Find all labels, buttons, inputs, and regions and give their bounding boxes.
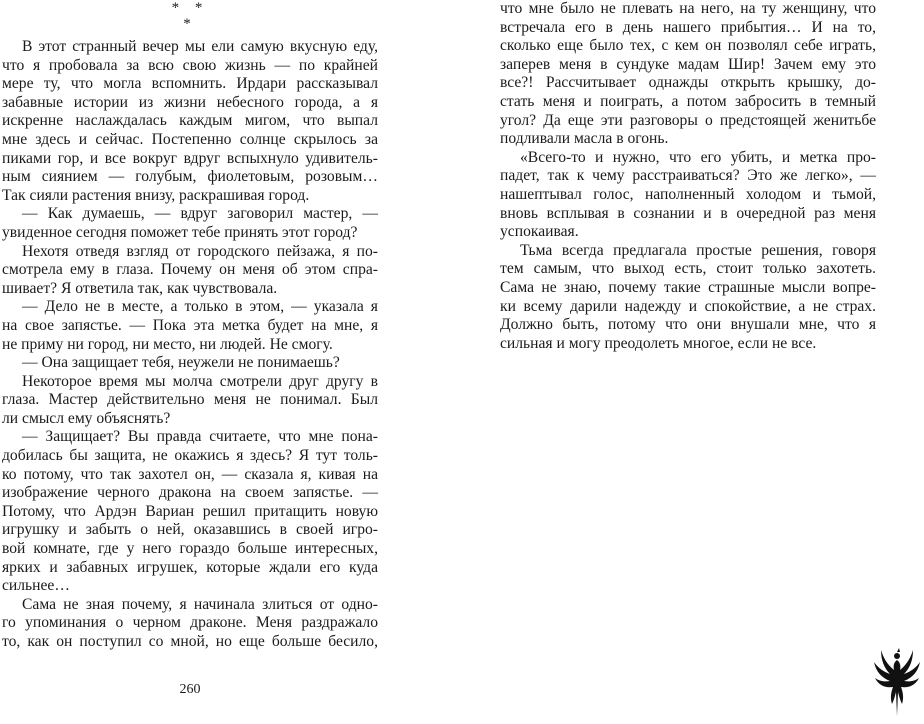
text-line: го упоминания о черном драконе. Меня раздражало bbox=[2, 614, 378, 632]
text-line: все?! Рассчитывает однажды открыть крышку, до- bbox=[500, 74, 876, 92]
text-line: на свое запястье. — Пока эта метка будет на мне, я bbox=[2, 316, 378, 334]
text-line: ки всему дарили надежду и спокойствие, а не страх. bbox=[500, 297, 876, 315]
text-line: Так сияли растения внизу, раскрашивая город. bbox=[2, 186, 310, 204]
text-line: стать меня и поиграть, а потом забросить в темный bbox=[500, 92, 876, 110]
text-line: Должно быть, потому что они внушали мне, что я bbox=[500, 316, 876, 334]
text-line: ко потому, что так захотел он, — сказала я, кивая на bbox=[2, 465, 378, 483]
text-line: — Как думаешь, — вдруг заговорил мастер, — bbox=[22, 205, 378, 223]
text-line: что мне было не плевать на него, на ту женщину, что bbox=[500, 0, 876, 17]
text-line: увиденное сегодня поможет тебе принять этот город? bbox=[2, 223, 358, 241]
text-line: — Она защищает тебя, неужели не понимаешь? bbox=[22, 354, 340, 372]
text-line: глаза. Мастер действительно меня не понимал. Был bbox=[2, 391, 378, 409]
text-line: ли смысл ему объяснять? bbox=[2, 409, 171, 427]
text-line: Нехотя отведя взгляд от городского пейзажа, я по- bbox=[22, 242, 378, 260]
section-separator: * * * bbox=[171, 0, 209, 32]
text-line: нашептывал голос, наполненный холодом и тьмой, bbox=[500, 185, 876, 203]
text-line: успокаивая. bbox=[500, 223, 579, 241]
left-page-text bbox=[2, 38, 378, 652]
text-line: то, как он поступил со мной, но еще больше бесило, bbox=[2, 633, 378, 650]
text-line: шивает? Я ответила так, как чувствовала. bbox=[2, 279, 278, 297]
text-line: — Защищает? Вы правда считаете, что мне пона- bbox=[22, 428, 378, 446]
text-line: сильнее… bbox=[2, 577, 70, 595]
text-line: вновь всплывая в сознании и в очередной раз меня bbox=[500, 204, 876, 222]
text-line: добилась бы защита, не окажись я здесь? Я тут толь- bbox=[2, 447, 378, 465]
text-line: мере ту, что могла вспомнить. Ирдари рассказывал bbox=[2, 75, 378, 93]
text-line: — Дело не в месте, а только в этом, — указала я bbox=[22, 298, 378, 316]
text-line: угол? Да еще эти разговоры о предстоящей женитьбе bbox=[500, 111, 876, 129]
text-line: «Всего-то и нужно, что его убить, и метка про- bbox=[520, 148, 876, 166]
text-line: ярких и забавных игрушек, которые ждали его куда bbox=[2, 558, 378, 576]
text-line: пиками гор, и все вокруг вдруг вспыхнуло удивитель- bbox=[2, 149, 378, 167]
text-line: В этот странный вечер мы ели самую вкусную еду, bbox=[22, 38, 378, 55]
text-line: забавные истории из жизни небесного города, а я bbox=[2, 93, 378, 111]
text-line: мне здесь и сейчас. Постепенно солнце скрылось за bbox=[2, 130, 378, 148]
text-line: смотрела ему в глаза. Почему он меня об этом спра- bbox=[2, 261, 378, 279]
text-line: Некоторое время мы молча смотрели друг другу в bbox=[22, 372, 378, 390]
text-line: изображение черного дракона на своем запястье. — bbox=[2, 484, 378, 502]
page-number: 260 bbox=[179, 682, 201, 697]
text-line: сколько еще было тех, с кем он позволял себе играть, bbox=[500, 37, 876, 55]
text-line: вой комнате, где у него гораздо больше интересных, bbox=[2, 540, 378, 558]
text-line: Тьма всегда предлагала простые решения, говоря bbox=[520, 241, 876, 259]
text-line: ным сиянием — голубым, фиолетовым, розовым… bbox=[2, 168, 378, 186]
text-line: искренне наслаждалась каждым мигом, что выпал bbox=[2, 112, 378, 130]
right-page-text bbox=[500, 0, 876, 353]
text-line: Потому, что Ардэн Вариан решил притащить новую bbox=[2, 502, 378, 520]
text-line: что я пробовала за всю свою жизнь — по крайней bbox=[2, 56, 378, 74]
text-line: встречала его в день нашего прибытия… И на то, bbox=[500, 18, 876, 36]
phoenix-icon bbox=[872, 646, 922, 718]
text-line: не приму ни город, ни место, ни людей. Не смогу. bbox=[2, 335, 333, 353]
text-line: сильная и могу преодолеть многое, если не все. bbox=[500, 334, 817, 352]
text-line: подливали масла в огонь. bbox=[500, 130, 669, 148]
text-line: игрушку и забыть о ней, оказавшись в своей игро- bbox=[2, 521, 378, 539]
text-line: тем самым, что выход есть, стоит только захотеть. bbox=[500, 260, 876, 278]
text-line: Сама не знаю, почему такие страшные мысли вопре- bbox=[500, 278, 876, 296]
text-line: Сама не зная почему, я начинала злиться от одно- bbox=[22, 595, 378, 613]
text-line: заперев меня в сундуке мадам Шир! Зачем ему это bbox=[500, 55, 876, 73]
text-line: падет, так к чему расстраиваться? Это же легко», — bbox=[500, 167, 876, 185]
